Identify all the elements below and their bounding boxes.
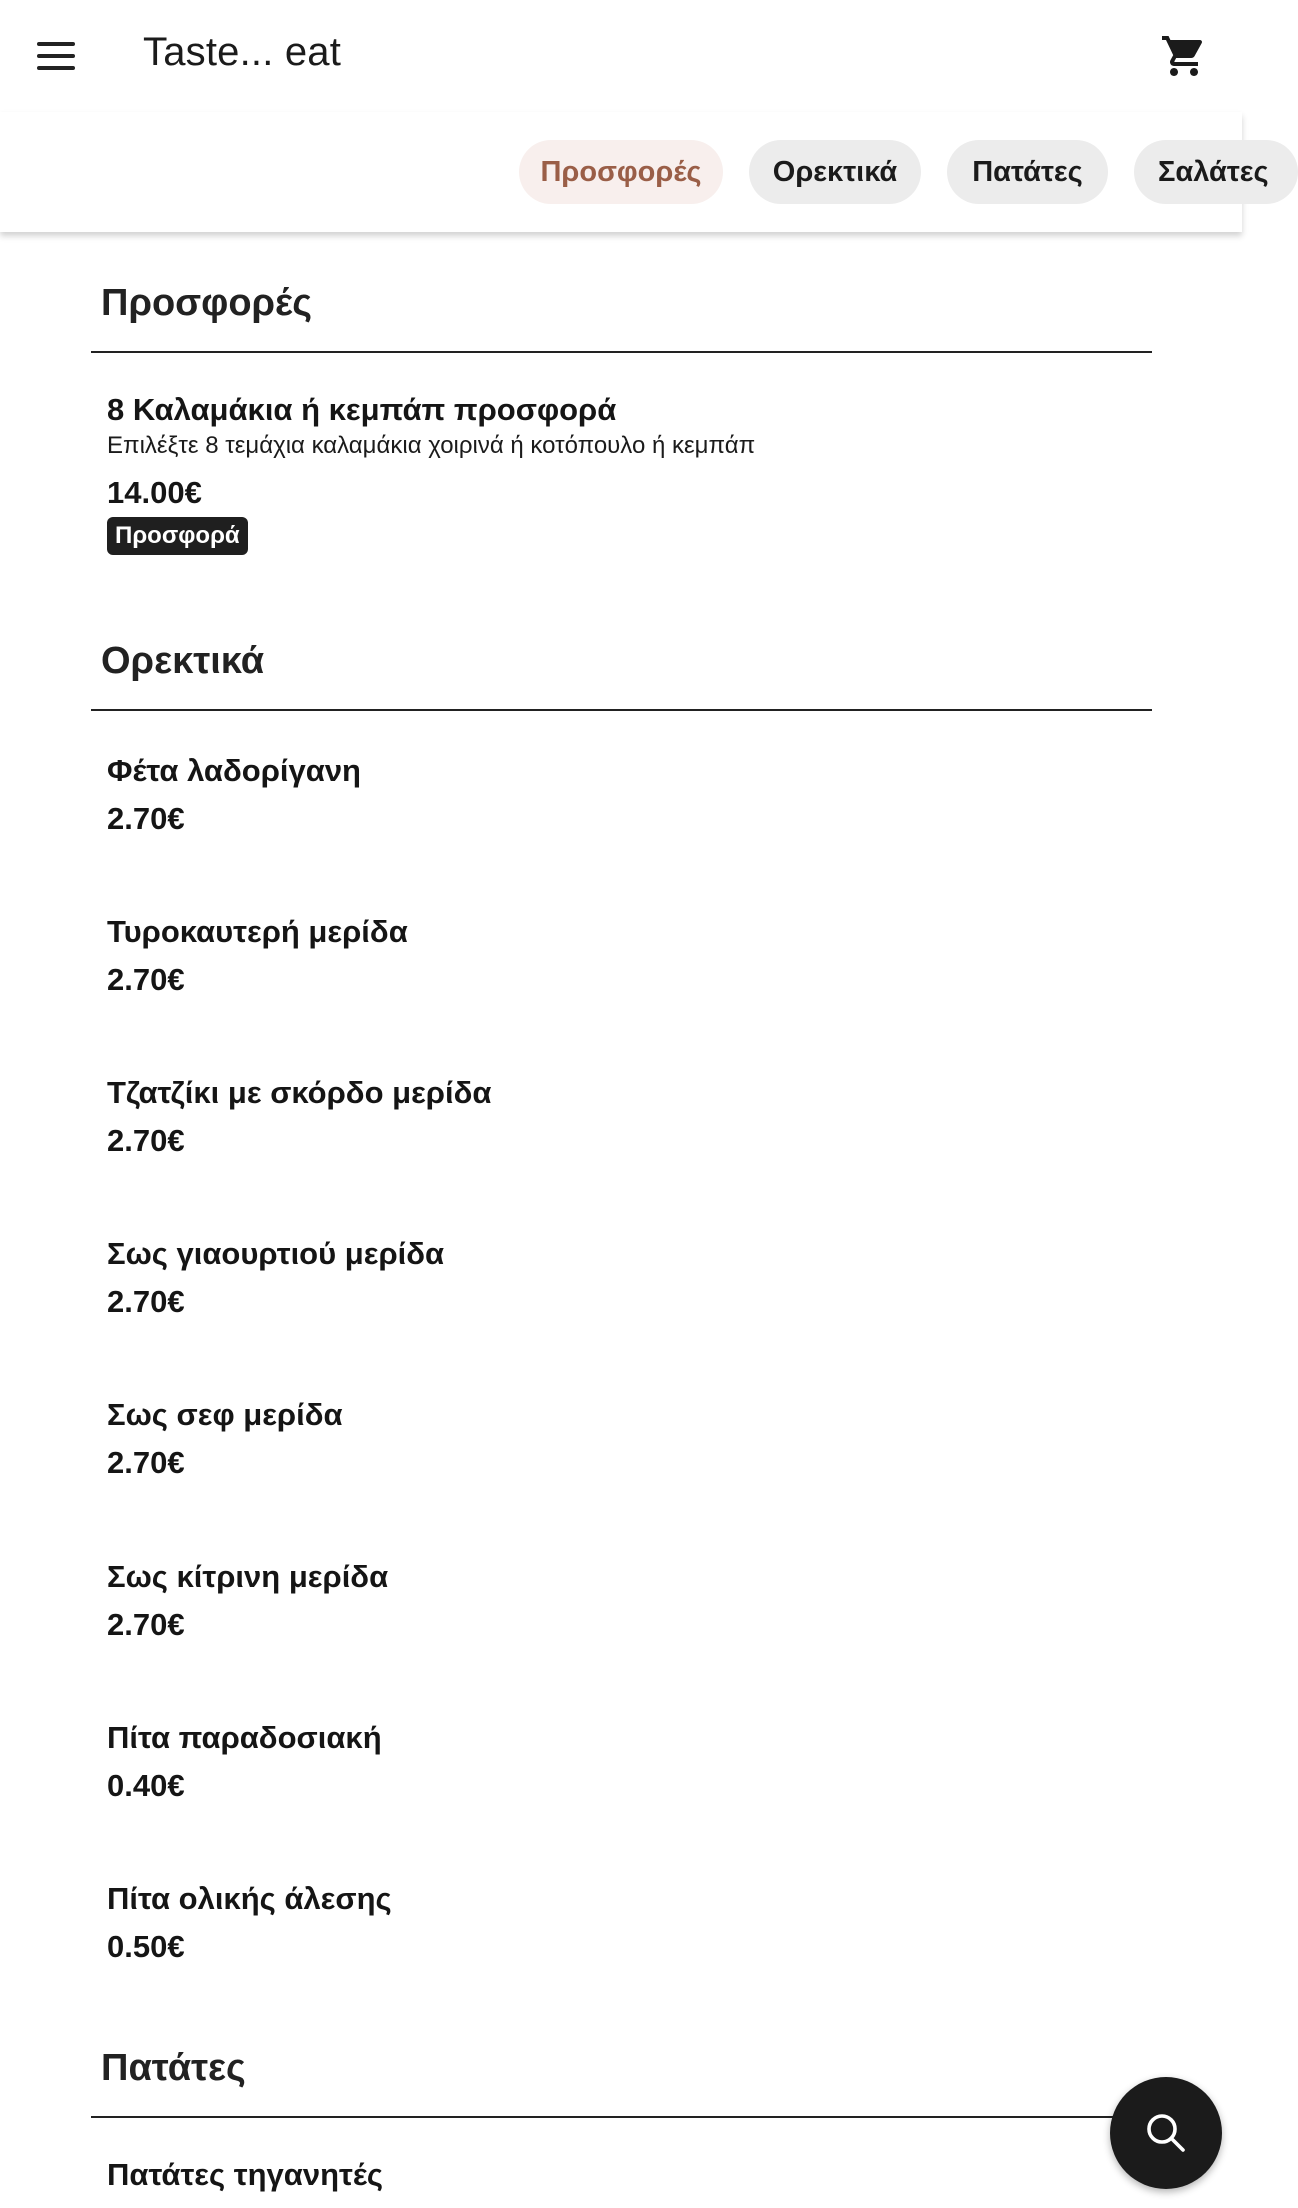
section-divider [91,351,1152,353]
item-name: Πίτα ολικής άλεσης [107,1881,392,1916]
item-name: Σως γιαουρτιού μερίδα [107,1236,445,1271]
item-price: 2.70€ [107,1445,185,1480]
item-price: 2.70€ [107,1123,185,1158]
section-title: Προσφορές [101,282,312,324]
cart-button[interactable] [1160,32,1208,80]
search-icon [1142,2109,1190,2157]
app-bar [0,0,1242,112]
item-name: Τυροκαυτερή μερίδα [107,914,408,949]
tab-patates[interactable]: Πατάτες [947,140,1108,204]
menu-icon-line [37,42,75,46]
item-name: Πατάτες τηγανητές [107,2157,383,2192]
item-price: 14.00€ [107,475,202,510]
item-price: 0.50€ [107,1929,185,1964]
item-price: 0.40€ [107,1768,185,1803]
tab-orektika[interactable]: Ορεκτικά [749,140,921,204]
section-divider [91,709,1152,711]
item-price: 2.70€ [107,1607,185,1642]
item-price: 2.70€ [107,1284,185,1319]
category-tabs [0,112,1269,232]
menu-button[interactable] [24,26,88,86]
offer-badge: Προσφορά [107,517,248,555]
tab-salates[interactable]: Σαλάτες [1134,140,1298,204]
item-name: Σως κίτρινη μερίδα [107,1559,389,1594]
item-name: 8 Καλαμάκια ή κεμπάπ προσφορά [107,392,617,427]
section-title: Πατάτες [101,2047,246,2089]
item-price: 2.70€ [107,801,185,836]
item-description: Επιλέξτε 8 τεμάχια καλαμάκια χοιρινά ή κοτόπουλο ή κεμπάπ [107,432,756,459]
cart-icon [1160,32,1208,80]
item-price: 2.70€ [107,962,185,997]
item-name: Τζατζίκι με σκόρδο μερίδα [107,1075,492,1110]
search-button[interactable] [1110,2077,1222,2189]
tab-prosfores[interactable]: Προσφορές [519,140,723,204]
menu-icon-line [37,54,75,58]
app-title: Taste... eat [143,30,342,74]
section-title: Ορεκτικά [101,640,265,682]
item-name: Σως σεφ μερίδα [107,1397,343,1432]
item-name: Πίτα παραδοσιακή [107,1720,382,1755]
section-divider [91,2116,1152,2118]
item-name: Φέτα λαδορίγανη [107,753,361,788]
menu-icon-line [37,66,75,70]
